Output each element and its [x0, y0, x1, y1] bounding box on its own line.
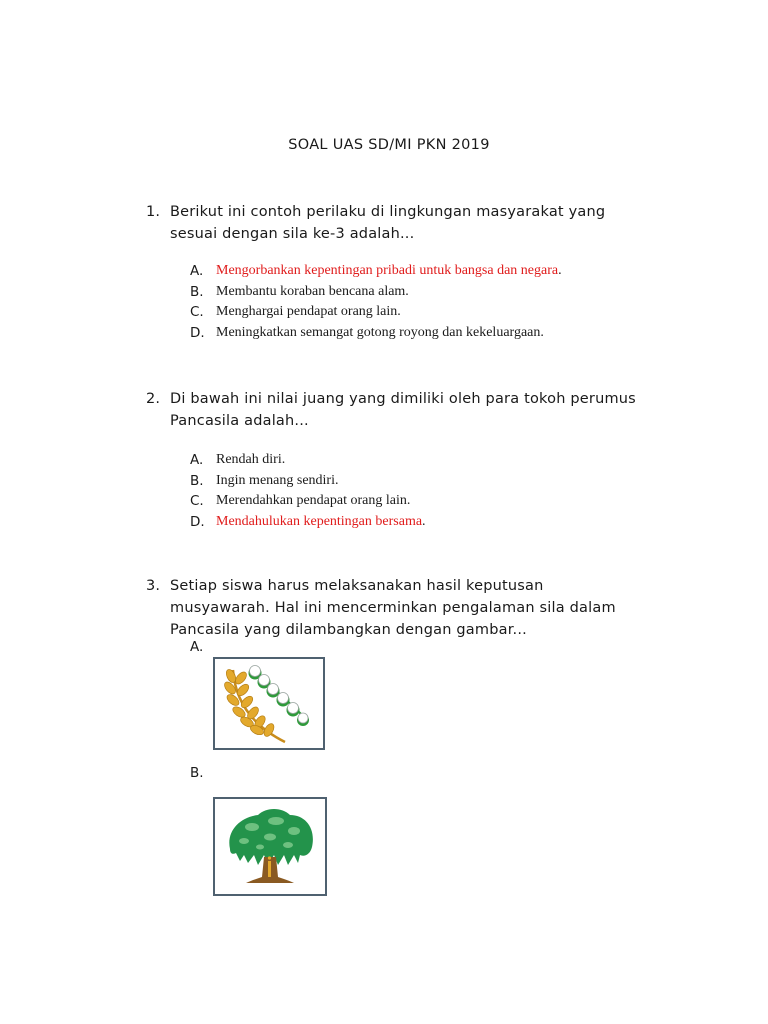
image-option-a-frame[interactable] [213, 657, 325, 750]
question-text-line: Pancasila adalah... [170, 413, 309, 429]
option-letter: B. [190, 283, 204, 300]
page-title: SOAL UAS SD/MI PKN 2019 [288, 137, 490, 153]
option-c[interactable] [190, 302, 670, 323]
option-letter: A. [190, 452, 204, 469]
option-text: Membantu koraban bencana alam. [216, 283, 409, 299]
question-1 [146, 201, 666, 245]
option-text-correct: Mengorbankan kepentingan pribadi untuk bangsa dan negara [216, 263, 559, 279]
option-letter: A. [190, 263, 204, 280]
question-text-line: Pancasila yang dilambangkan dengan gambar... [170, 622, 527, 638]
option-a[interactable] [190, 450, 670, 471]
option-letter: D. [190, 324, 205, 341]
option-text: Rendah diri. [216, 452, 286, 468]
image-option-b-label[interactable]: B. [190, 765, 204, 781]
question-text-line: Setiap siswa harus melaksanakan hasil keputusan [170, 578, 544, 594]
rice-cotton-icon [219, 662, 319, 746]
option-text: Merendahkan pendapat orang lain. [216, 493, 411, 509]
options-question-1 [190, 261, 670, 343]
option-text: Meningkatkan semangat gotong royong dan kekeluargaan. [216, 324, 544, 340]
option-a[interactable] [190, 261, 670, 282]
question-3 [146, 575, 666, 641]
question-number: 1. [146, 204, 161, 220]
option-b[interactable] [190, 471, 670, 492]
option-letter: C. [190, 304, 204, 321]
option-letter: B. [190, 472, 204, 489]
option-d[interactable] [190, 323, 670, 344]
option-text: Menghargai pendapat orang lain. [216, 304, 401, 320]
option-d[interactable] [190, 512, 670, 533]
question-number: 2. [146, 391, 161, 407]
question-text-line: sesuai dengan sila ke-3 adalah... [170, 226, 415, 242]
question-number: 3. [146, 578, 161, 594]
option-b[interactable] [190, 282, 670, 303]
question-text-line: musyawarah. Hal ini mencerminkan pengalaman sila dalam [170, 600, 616, 616]
image-option-a-label[interactable]: A. [190, 639, 204, 655]
banyan-tree-icon [222, 805, 318, 889]
option-period: . [422, 513, 426, 529]
image-option-b-frame[interactable] [213, 797, 327, 896]
option-text-correct: Mendahulukan kepentingan bersama [216, 513, 423, 529]
question-2 [146, 388, 666, 432]
option-c[interactable] [190, 491, 670, 512]
question-text-line: Berikut ini contoh perilaku di lingkungan masyarakat yang [170, 204, 606, 220]
options-question-2 [190, 450, 670, 532]
option-text: Ingin menang sendiri. [216, 472, 339, 488]
option-letter: C. [190, 493, 204, 510]
option-period: . [558, 263, 562, 279]
option-letter: D. [190, 513, 205, 530]
question-text-line: Di bawah ini nilai juang yang dimiliki oleh para tokoh perumus [170, 391, 636, 407]
